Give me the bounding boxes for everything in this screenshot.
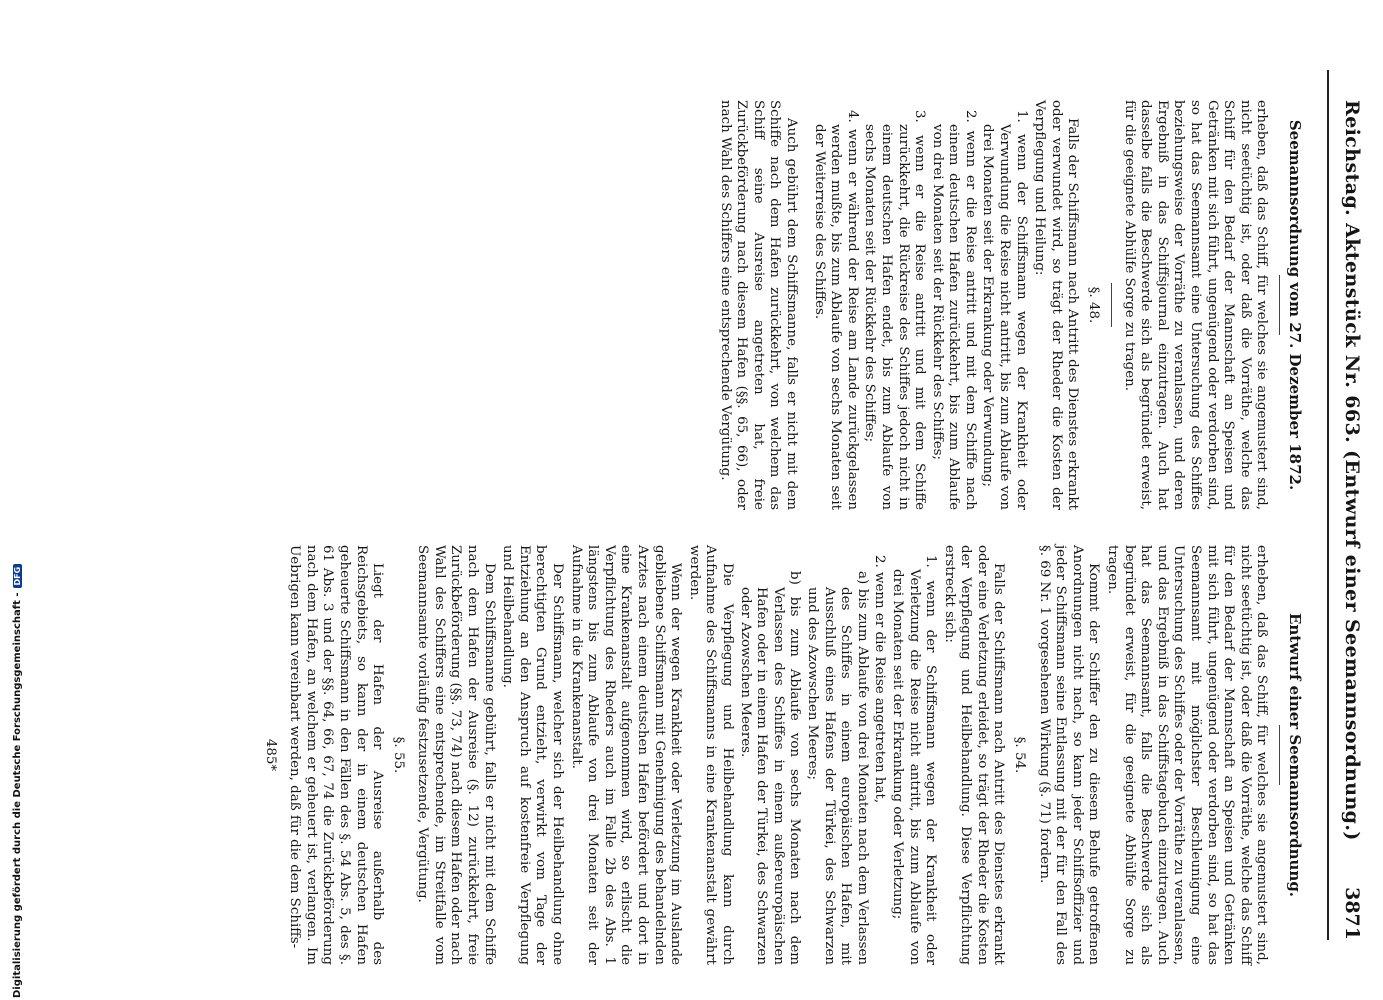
right-column-title: Entwurf einer Seemannsordnung. xyxy=(1286,612,1304,898)
left-column-title: Seemannsordnung vom 27. Dezember 1872. xyxy=(1286,119,1304,491)
title-rule xyxy=(1279,725,1280,785)
sub-list-item: b) bis zum Ablaufe von sechs Monaten nach dem Verlassen des Schiffes in einem außereuropäischen Hafen oder in einem Hafen der Türkei, des Schwarzen oder Azowschen Meeres. xyxy=(737,571,803,965)
list-item: 2. wenn er die Reise angetreten hat, xyxy=(872,555,888,804)
list-item: 2. wenn er die Reise antritt und mit dem Schiffe nach einem deutschen Hafen zurückkehrt, bis zum Ablaufe von drei Monaten seit der Rückkehr des Schiffes; xyxy=(929,110,978,510)
section-heading: §. 48. xyxy=(1086,286,1102,324)
paragraph: Auch gebührt dem Schiffsmanne, falls er nicht mit dem Schiffe nach dem Hafen zurückkehrt, von welchem das Schiff seine Ausreise angetreten hat, freie Zurückbeförderung nach diesem Hafen (§§. 65, 66), oder nach Wahl des Schiffers eine entsprechende Vergütung. xyxy=(717,100,799,510)
digitization-credit xyxy=(12,564,23,998)
list-item: 1. wenn der Schiffsmann wegen der Krankheit oder Verletzung die Reise nicht antritt, bis zum Ablaufe von drei Monaten seit der Erkrankung oder Verletzung; xyxy=(889,555,939,965)
paragraph: erheben, daß das Schiff, für welches sie angemustert sind, nicht seetüchtig ist, oder daß die Vorräthe, welche das Schiff für den Bedarf der Mannschaft an Speisen und Getränken mit sich führt, ungenügend oder verdorben sind, so hat das Seemannsamt eine Untersuchung des Schiffes beziehungsweise der Vorräthe zu veranlassen, und deren Ergebniß in das Schiffsjournal einzutragen. Auch hat dasselbe falls die Beschwerde sich als begründet erweist, für die geeignete Abhülfe Sorge zu tragen. xyxy=(1121,100,1270,510)
header-title: Reichstag. Aktenstück Nr. 663. (Entwurf einer Seemannsordnung.) xyxy=(1341,100,1363,841)
paragraph: Der Schiffsmann, welcher sich der Heilbehandlung ohne berechtigten Grund entzieht, verwirkt vom Tage der Entziehung an den Anspruch auf kostenfreie Verpflegung und Heilbehandlung. xyxy=(500,545,566,965)
paragraph: Kommt der Schiffer den zu diesem Behufe getroffenen Anordnungen nicht nach, so kann jeder Schiffsoffizier und jeder Schiffsmann seine Entlassung mit der für den Fall des §. 69 Nr. 1 vorgesehenen Wirkung (§. 71) fordern. xyxy=(1036,545,1102,965)
list-item: 4. wenn er während der Reise am Lande zurückgelassen werden mußte, bis zum Ablaufe von sechs Monaten seit der Weiterreise des Schiffes. xyxy=(811,110,860,510)
left-column xyxy=(714,100,1305,510)
dfg-logo-icon: DFG xyxy=(13,564,22,589)
list-item: 1. wenn der Schiffsmann wegen der Krankheit oder Verwundung die Reise nicht antritt, bis zum Ablaufe von drei Monaten seit der Erkrankung oder Verwundung; xyxy=(980,110,1029,510)
list-item: 3. wenn er die Reise antritt und mit dem Schiffe zurückkehrt, die Rückreise des Schiffes jedoch nicht in einem deutschen Hafen endet, bis zum Ablaufe von sechs Monaten seit der Rückkehr des Schiffes; xyxy=(862,110,928,510)
paragraph: Liegt der Hafen der Ausreise außerhalb des Reichsgebiets, so kann der in einem deutschen Hafen geheuerte Schiffsmann in den Fällen des §. 54 Abs. 5, des §. 61 Abs. 3 und der §§. 64, 66, 67, 74 die Zurückbeförderung nach dem Hafen, an welchem er geheuert ist, verlangen. Im Uebrigen kann vereinbart werden, daß für die dem Schiffs- xyxy=(287,545,386,965)
sub-list-item: a) bis zum Ablaufe von drei Monaten nach dem Verlassen des Schiffes in einem europäischen Hafen, mit Ausschluß eines Hafens der Türkei, des Schwarzen und des Azowschen Meeres; xyxy=(804,571,870,965)
paragraph: erheben, daß das Schiff, für welches sie angemustert sind, nicht seetüchtig ist, oder daß die Vorräthe, welche das Schiff für den Bedarf der Mannschaft an Speisen und Getränken mit sich führt, ungenügend oder verdorben sind, so hat das Seemannsamt mit möglichster Beschleunigung eine Untersuchung des Schiffes oder der Vorräthe zu veranlassen, und das Ergebniß in das Schiffstagebuch einzutragen. Auch hat das Seemannsamt, falls die Beschwerde sich als begründet erweist, für die geeignete Abhülfe Sorge zu tragen. xyxy=(1105,545,1270,965)
signature-mark: 485* xyxy=(262,738,278,772)
paragraph: Wenn der wegen Krankheit oder Verletzung im Auslande gebliebene Schiffsmann mit Genehmigung des behandelnden Arztes nach einem deutschen Hafen befördert und dort in eine Krankenanstalt aufgenommen wird, so erlischt die Verpflichtung des Rheders auch im Falle 2b des Abs. 1 längstens bis zum Ablaufe von drei Monaten seit der Aufnahme in die Krankenanstalt. xyxy=(568,545,684,965)
header-rule xyxy=(1327,70,1329,940)
title-rule xyxy=(1279,275,1280,335)
paragraph: Dem Schiffsmanne gebührt, falls er nicht mit dem Schiffe nach dem Hafen der Ausreise (§. 12) zurückkehrt, freie Zurückbeförderung (§§. 73, 74) nach diesem Hafen oder nach Wahl des Schiffers eine entsprechende, im Streitfalle vom Seemannsamte vorläufig festzusetzende, Vergütung. xyxy=(415,545,497,965)
page-header xyxy=(1323,70,1363,940)
section-heading: §. 55. xyxy=(390,736,406,774)
separator-rule xyxy=(1111,283,1112,327)
paragraph: Die Verpflegung und Heilbehandlung kann durch Aufnahme des Schiffsmanns in eine Krankenanstalt gewährt werden. xyxy=(686,545,735,965)
page-number: 3871 xyxy=(1341,887,1363,940)
paragraph: Falls der Schiffsmann nach Antritt des Dienstes erkrankt oder eine Verletzung erleidet, so trägt der Rheder die Kosten der Verpflegung und Heilbehandlung. Diese Verpflichtung erstreckt sich: xyxy=(941,545,1007,965)
credit-text: Digitalisierung gefördert durch die Deutsche Forschungsgemeinschaft - xyxy=(12,592,23,998)
section-heading: §. 54. xyxy=(1012,736,1028,774)
paragraph: Falls der Schiffsmann nach Antritt des Dienstes erkrankt oder verwundet wird, so trägt der Rheder die Kosten der Verpflegung und Heilung: xyxy=(1032,100,1081,510)
right-column xyxy=(257,545,1305,965)
